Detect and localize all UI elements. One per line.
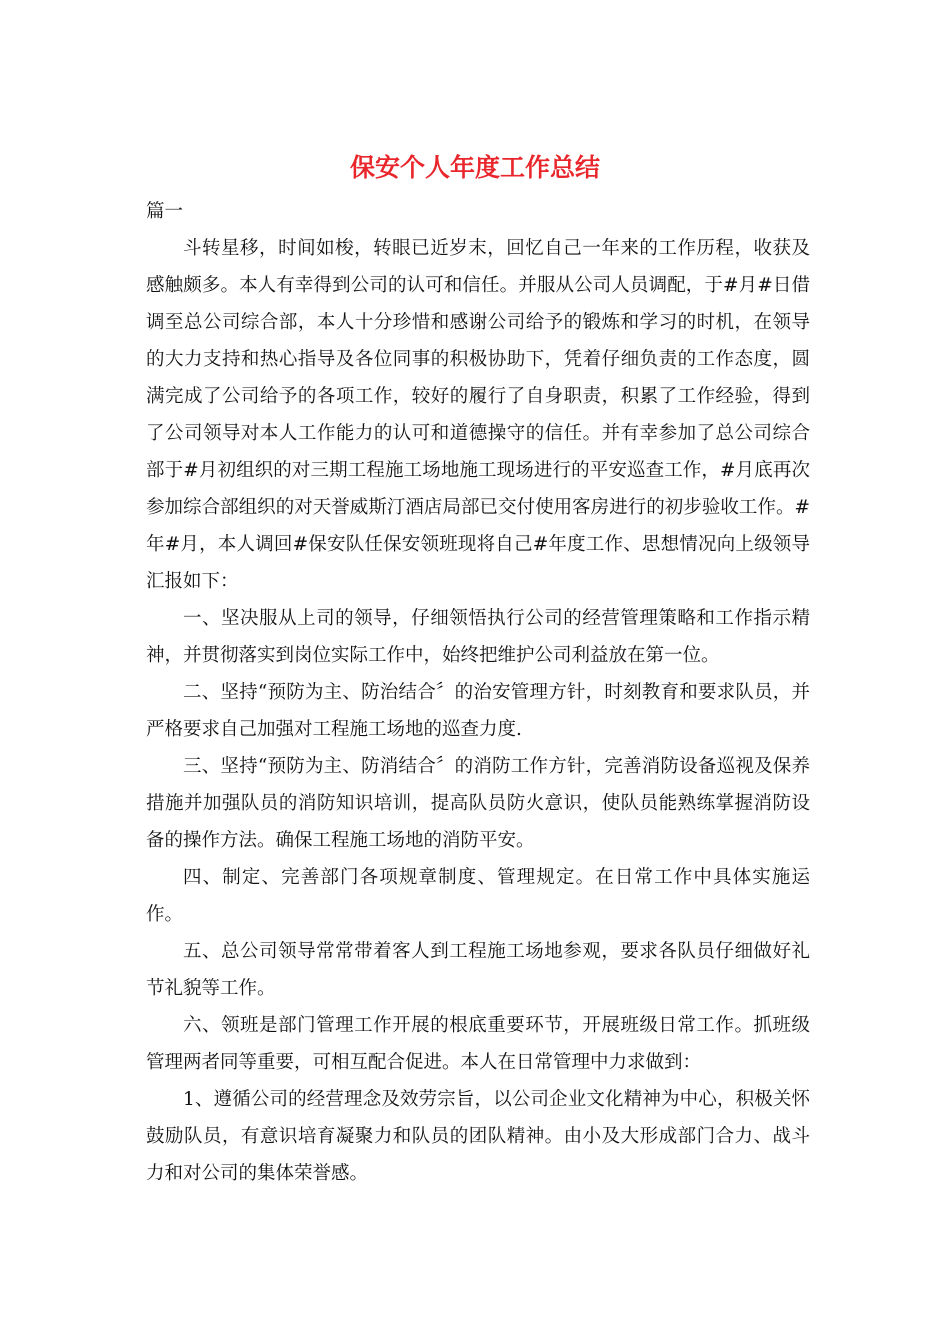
- paragraph-intro: 斗转星移，时间如梭，转眼已近岁末，回忆自己一年来的工作历程，收获及感触颇多。本人有幸得到公司的认可和信任。并服从公司人员调配，于#月#日借调至总公司综合部，本人十分珍惜和感谢公司给予的锻炼和学习的时机，在领导的大力支持和热心指导及各位同事的积极协助下，凭着仔细负责的工作态度，圆满完成了公司给予的各项工作，较好的履行了自身职责，积累了工作经验，得到了公司领导对本人工作能力的认可和道德操守的信任。并有幸参加了总公司综合部于#月初组织的对三期工程施工场地施工现场进行的平安巡查工作，#月底再次参加综合部组织的对天誉威斯汀酒店局部已交付使用客房进行的初步验收工作。#年#月，本人调回#保安队任保安领班现将自己#年度工作、思想情况向上级领导汇报如下：: [146, 238, 810, 592]
- paragraph-item-5: 五、总公司领导常常带着客人到工程施工场地参观，要求各队员仔细做好礼节礼貌等工作。: [146, 941, 810, 999]
- paragraph-item-1: 一、坚决服从上司的领导，仔细领悟执行公司的经营管理策略和工作指示精神，并贯彻落实到岗位实际工作中，始终把维护公司利益放在第一位。: [146, 608, 810, 666]
- document-title: 保安个人年度工作总结: [349, 153, 600, 182]
- paragraph-subitem-1: 1、遵循公司的经营理念及效劳宗旨，以公司企业文化精神为中心，积极关怀鼓励队员，有意识培育凝聚力和队员的团队精神。由小及大形成部门合力、战斗力和对公司的集体荣誉感。: [146, 1089, 810, 1184]
- paragraph-item-4: 四、制定、完善部门各项规章制度、管理规定。在日常工作中具体实施运作。: [146, 867, 810, 925]
- section-label: 篇一: [146, 201, 184, 222]
- paragraph-item-6: 六、领班是部门管理工作开展的根底重要环节，开展班级日常工作。抓班级管理两者同等重要，可相互配合促进。本人在日常管理中力求做到：: [146, 1015, 810, 1073]
- document-body: [146, 230, 810, 1192]
- paragraph-item-2: 二、坚持“预防为主、防治结合〞的治安管理方针，时刻教育和要求队员，并严格要求自己加强对工程施工场地的巡查力度.: [146, 682, 810, 740]
- paragraph-item-3: 三、坚持“预防为主、防消结合〞的消防工作方针，完善消防设备巡视及保养措施并加强队员的消防知识培训，提高队员防火意识，使队员能熟练掌握消防设备的操作方法。确保工程施工场地的消防平安。: [146, 756, 810, 851]
